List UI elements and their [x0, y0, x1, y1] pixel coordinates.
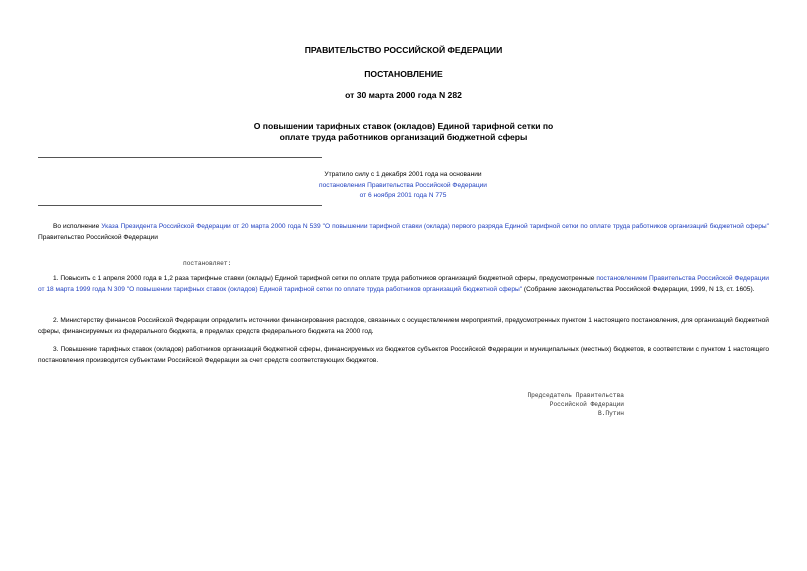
item-1-paragraph: [38, 274, 769, 295]
signature-position: Председатель Правительства: [527, 392, 624, 399]
status-annotation-link-1[interactable]: постановления Правительства Российской Федерации: [319, 182, 487, 189]
divider-top: [38, 157, 322, 158]
signature-organization: Российской Федерации: [549, 401, 624, 408]
document-title-line-1: О повышении тарифных ставок (окладов) Единой тарифной сетки по: [253, 121, 554, 131]
document-date-number: от 30 марта 2000 года N 282: [345, 90, 462, 100]
divider-bottom: [38, 205, 322, 206]
preamble-suffix: Правительство Российской Федерации: [38, 233, 158, 241]
resolves-word: постановляет:: [183, 260, 232, 267]
item-3-paragraph: 3. Повышение тарифных ставок (окладов) работников организаций бюджетной сферы, финансируемых из бюджетов субъектов Российской Федерации и муниципальных (местных) бюджетов, в соответствии с пунктом 1 настоящего постановления производится субъектами Российской Федерации за счет средств соответствующих бюджетов.: [38, 346, 769, 364]
document-title-line-2: оплате труда работников организаций бюджетной сферы: [279, 132, 528, 142]
decree-link[interactable]: Указа Президента Российской Федерации от 20 марта 2000 года N 539 "О повышении тарифной ставки (оклада) первого разряда Единой тарифной сетки по оплате труда работников организаций бюджетной сферы": [101, 223, 769, 230]
government-name: ПРАВИТЕЛЬСТВО РОССИЙСКОЙ ФЕДЕРАЦИИ: [304, 45, 503, 55]
preamble-paragraph: [38, 222, 769, 243]
preamble-prefix: Во исполнение: [53, 223, 102, 230]
document-type: ПОСТАНОВЛЕНИЕ: [364, 69, 443, 79]
item-2-paragraph: 2. Министерству финансов Российской Федерации определить источники финансирования расходов, связанных с осуществлением мероприятий, предусмотренных пунктом 1 настоящего постановления, для организаций бюджетной сферы, финансируемых из федерального бюджета, в пределах средств федерального бюджета на 2000 год.: [38, 317, 769, 335]
status-annotation-link-2[interactable]: от 6 ноября 2001 года N 775: [359, 192, 447, 199]
resolution-309-link[interactable]: постановлением Правительства Российской Федерации от 18 марта 1999 года N 309 "О повышении тарифных ставок (окладов) Единой тарифной сетки по оплате труда работников организаций бюджетной сферы": [38, 275, 769, 293]
item-1-text-before: 1. Повысить с 1 апреля 2000 года в 1,2 раза тарифные ставки (оклады) Единой тарифной сетки по оплате труда работников организаций бюджетной сферы, предусмотренные: [53, 275, 597, 282]
item-1-text-after: (Собрание законодательства Российской Федерации, 1999, N 13, ст. 1605).: [522, 285, 755, 293]
signature-name: В.Путин: [598, 410, 624, 417]
status-annotation-text: Утратило силу с 1 декабря 2001 года на основании: [324, 171, 482, 178]
